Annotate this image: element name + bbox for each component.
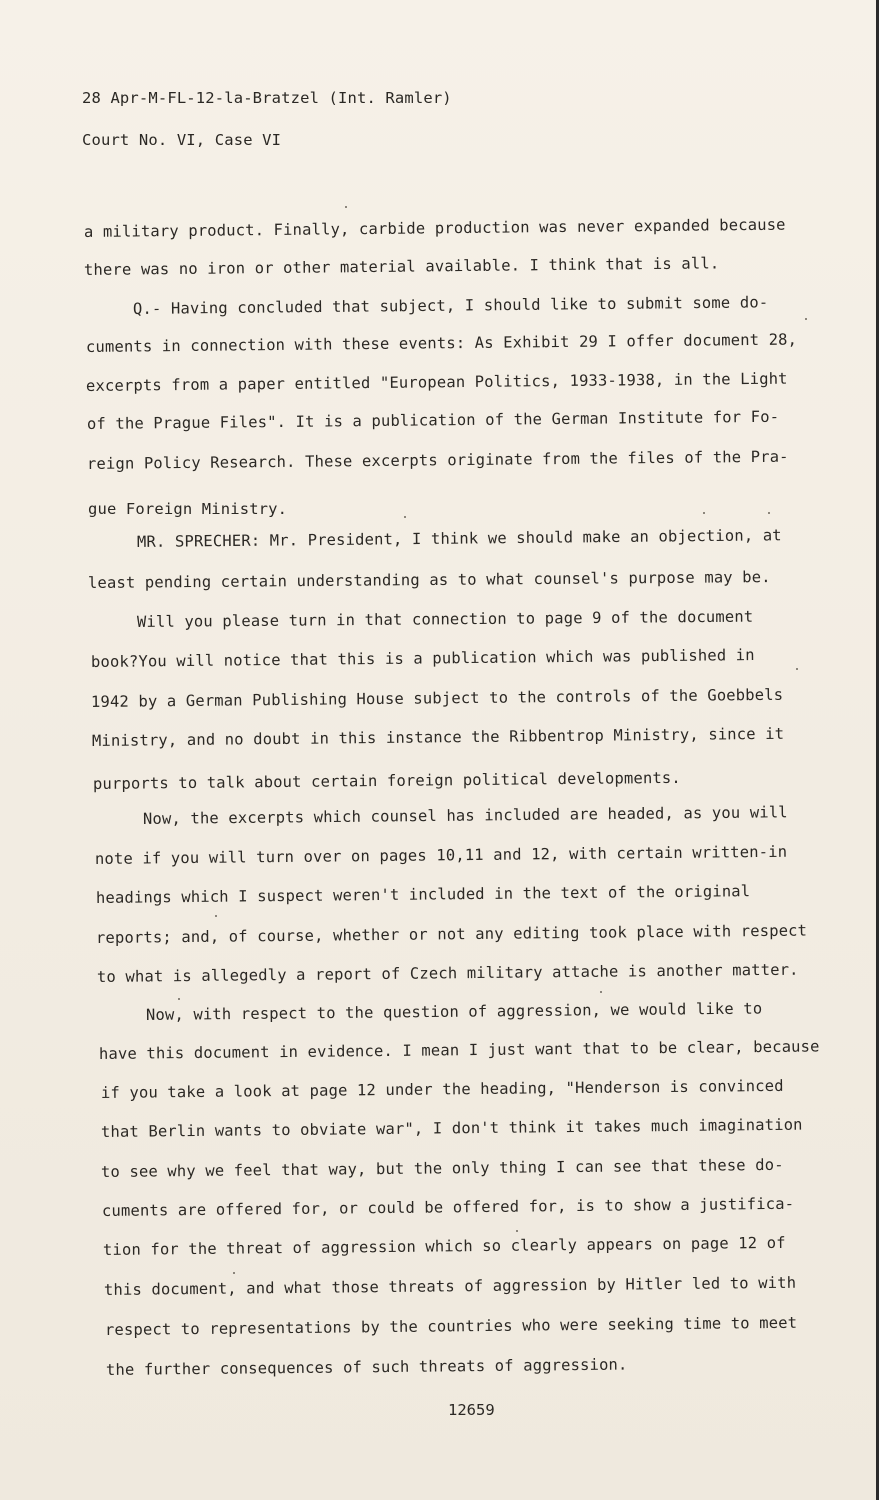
body-line: least pending certain understanding as to what counsel's purpose may be. <box>87 568 771 592</box>
paper-speck <box>215 915 217 917</box>
body-line: the further consequences of such threats of aggression. <box>105 1355 628 1379</box>
body-line: book?You will notice that this is a publication which was published in <box>90 646 755 671</box>
paper-speck <box>404 516 406 518</box>
body-line: cuments are offered for, or could be offered for, is to show a justifica- <box>101 1194 795 1220</box>
body-line: have this document in evidence. I mean I just want that to be clear, because <box>98 1037 820 1063</box>
header-line-1: 28 Apr-M-FL-12-la-Bratzel (Int. Ramler) <box>82 89 452 107</box>
body-line: purports to talk about certain foreign political developments. <box>92 768 681 793</box>
paper-speck <box>796 668 798 670</box>
body-line: gue Foreign Ministry. <box>88 500 288 518</box>
body-line: 1942 by a German Publishing House subject to the controls of the Goebbels <box>90 685 784 711</box>
body-line: to what is allegedly a report of Czech military attache is another matter. <box>96 960 799 986</box>
body-line: MR. SPRECHER: Mr. President, I think we should make an objection, at <box>136 526 782 551</box>
body-line: cuments in connection with these events: As Exhibit 29 I offer document 28, <box>85 330 798 356</box>
body-line: Now, with respect to the question of aggression, we would like to <box>145 999 763 1024</box>
body-line: a military product. Finally, carbide production was never expanded because <box>83 215 786 241</box>
paper-speck <box>516 1230 518 1232</box>
paper-speck <box>600 991 602 993</box>
body-line: note if you will turn over on pages 10,11 and 12, with certain written-in <box>94 842 788 868</box>
body-line: to see why we feel that way, but the only thing I can see that these do- <box>100 1155 784 1181</box>
body-line: Now, the excerpts which counsel has included are headed, as you will <box>142 803 788 828</box>
body-line: Will you please turn in that connection to page 9 of the document <box>136 607 754 631</box>
body-line: this document, and what those threats of aggression by Hitler led to with <box>103 1273 797 1299</box>
paper-speck <box>345 206 347 208</box>
body-line: reign Policy Research. These excerpts originate from the files of the Pra- <box>86 447 789 473</box>
header-line-2: Court No. VI, Case VI <box>82 131 282 149</box>
body-line: respect to representations by the countries who were seeking time to meet <box>104 1313 798 1339</box>
paper-speck <box>768 512 770 514</box>
body-line: of the Prague Files". It is a publication of the German Institute for Fo- <box>86 407 780 433</box>
body-line: there was no iron or other material available. I think that is all. <box>83 254 720 279</box>
paper-speck <box>805 318 807 320</box>
page-number: 12659 <box>448 1401 495 1419</box>
body-line: excerpts from a paper entitled "European Politics, 1933-1938, in the Light <box>85 369 788 395</box>
body-line: if you take a look at page 12 under the heading, "Henderson is convinced <box>100 1076 784 1102</box>
body-line: that Berlin wants to obviate war", I don't think it takes much imagination <box>100 1115 803 1141</box>
paper-speck <box>233 1272 235 1274</box>
paper-speck <box>703 512 705 514</box>
body-line: Ministry, and no doubt in this instance the Ribbentrop Ministry, since it <box>91 724 785 750</box>
body-line: Q.- Having concluded that subject, I should like to submit some do- <box>132 293 769 318</box>
body-line: tion for the threat of aggression which so clearly appears on page 12 of <box>102 1233 786 1259</box>
body-line: headings which I suspect weren't included in the text of the original <box>95 882 751 907</box>
paper-speck <box>178 998 180 1000</box>
body-line: reports; and, of course, whether or not any editing took place with respect <box>95 921 808 947</box>
